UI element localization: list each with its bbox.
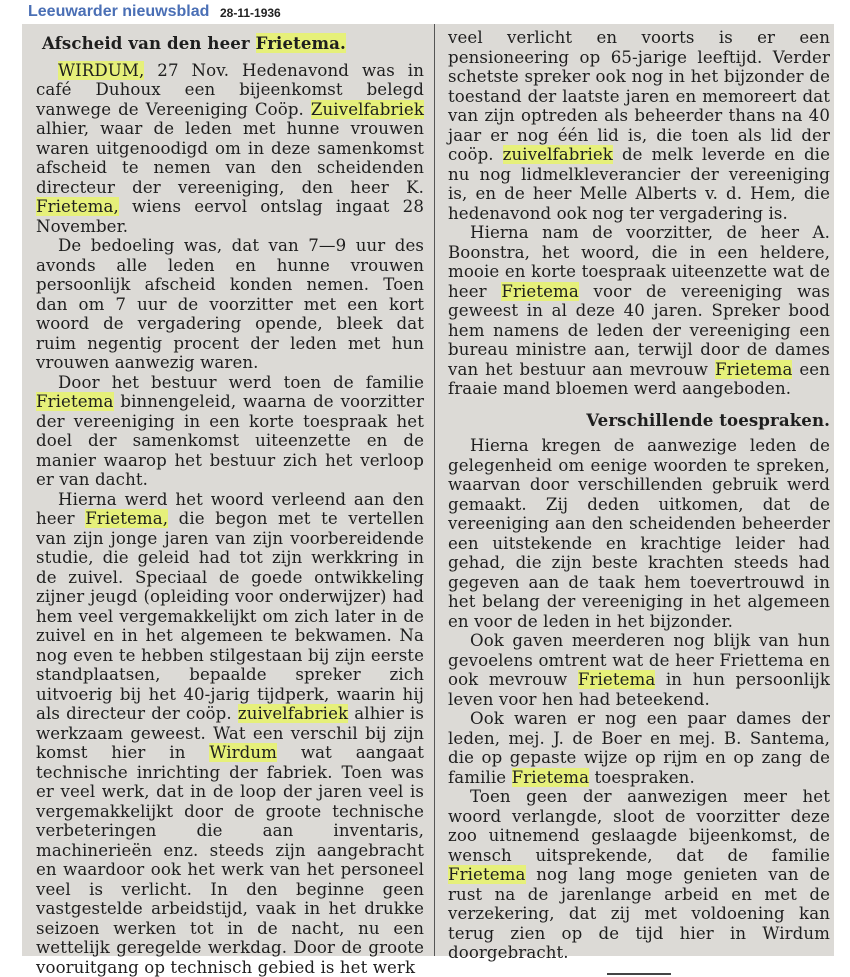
highlighted-term: Frietema <box>512 768 590 787</box>
paragraph-text: een fraaie mand bloemen werd aangeboden. <box>448 360 830 399</box>
highlighted-term: zuivelfabriek <box>238 704 348 723</box>
article-paragraph <box>36 236 424 373</box>
article-paragraph <box>448 631 830 709</box>
paragraph-text: Ook waren er nog een paar dames der leden, mej. J. de Boer en mej. B. Santema, die op gepaste wijze op rijm en op zang de familie <box>448 709 830 787</box>
paragraph-text: Ook gaven meerderen nog blijk van hun gevoelens omtrent wat de heer Friettema en ook mevrouw <box>448 631 830 689</box>
article-paragraph <box>36 490 424 977</box>
article-paragraph <box>448 223 830 399</box>
paragraph-text: de melk leverde en die nu nog lidmelkleverancier der vereeniging is, en de heer Melle Alberts v. d. Hem, die hedenavond ook nog ter vergadering is. <box>448 145 830 223</box>
article-paragraph <box>448 28 830 223</box>
highlighted-term: Frietema, <box>36 197 119 216</box>
paragraph-text: Toen geen der aanwezigen meer het woord verlangde, sloot de voorzitter deze zoo uitnemend geslaagde bijeenkomst, de wensch uitsprekende, dat de familie <box>448 787 830 865</box>
highlighted-term: Frietema <box>36 392 114 411</box>
paragraph-text: voor de vereeniging was geweest in al deze 40 jaren. Spreker bood hem namens de leden der vereeniging een bureau ministre aan, terwijl door de dames van het bestuur aan mevrouw <box>448 282 830 379</box>
article-paragraph <box>448 787 830 963</box>
highlighted-term: Frietema <box>715 360 793 379</box>
section-subheading: Verschillende toespraken. <box>448 411 830 431</box>
highlighted-term: Frietema <box>501 282 579 301</box>
paragraph-text: wiens eervol ontslag ingaat 28 November. <box>36 197 424 236</box>
article-paragraph <box>36 61 424 237</box>
highlighted-term: Wirdum <box>209 743 277 762</box>
highlighted-term: Frietema <box>578 670 656 689</box>
highlighted-term: Frietema, <box>85 509 168 528</box>
paragraph-text: wat aangaat technische inrichting der fabriek. Toen was er veel werk, dat in de loop der jaren veel is vergemakkelijkt door de groote technische verbeteringen die aan inventaris, machinerieën enz. steeds zijn aangebracht en waardoor ook het werk van het personeel veel is verlicht. In den beginne geen vastgestelde arbeidstijd, vaak in het drukke seizoen werken tot in de nacht, nu een wettelijk geregelde werkdag. Door de groote vooruitgang op technisch gebied is het werk <box>36 743 424 977</box>
highlighted-term: WIRDUM, <box>58 61 144 80</box>
article-paragraph <box>448 436 830 631</box>
title-highlight: Frietema. <box>256 33 346 53</box>
article-paragraph <box>448 709 830 787</box>
column-body-left <box>36 61 424 977</box>
article-column-right <box>440 24 834 956</box>
article-title <box>42 34 424 54</box>
paragraph-text: alhier, waar de leden met hunne vrouwen waren uitgenoodigd om in deze samenkomst afscheid te nemen van den scheidenden directeur der vereeniging, den heer K. <box>36 119 424 197</box>
article-column-left <box>22 24 432 956</box>
paragraph-text: die begon met te vertellen van zijn jonge jaren van zijn voorbereidende studie, die geleid had tot zijn werkkring in de zuivel. Speciaal de goede ontwikkeling zijner jeugd (opleiding voor onderwijzer) had hem veel vergemakkelijkt om zich later in de zuivel en in het algemeen te bekwamen. Na nog even te hebben stilgestaan bij zijn eerste standplaatsen, bepaalde spreker zich uitvoerig bij het 40-jarig tijdperk, waarin hij als directeur der coöp. <box>36 509 424 723</box>
highlighted-term: Frietema <box>448 865 526 884</box>
paragraph-text: Door het bestuur werd toen de familie <box>58 373 424 392</box>
paragraph-text: 27 Nov. Hedenavond was in café Duhoux een bijeenkomst belegd vanwege de Vereeniging Coöp. <box>36 61 424 119</box>
highlighted-term: zuivelfabriek <box>503 145 613 164</box>
paragraph-text: in hun persoonlijk leven voor hen had beteekend. <box>448 670 830 709</box>
paragraph-text: alhier is werkzaam geweest. Wat een verschil bij zijn komst hier in <box>36 704 424 762</box>
paragraph-text: De bedoeling was, dat van 7—9 uur des avonds alle leden en hunne vrouwen persoonlijk afscheid konden nemen. Toen dan om 7 uur de voorzitter met een kort woord de vergadering opende, bleek dat ruim negentig procent der leden met hun vrouwen aanwezig waren. <box>36 236 424 372</box>
column-body-right <box>448 28 830 963</box>
paragraph-text: Hierna nam de voorzitter, de heer A. Boonstra, het woord, die in een heldere, mooie en korte toespraak uiteenzette wat de heer <box>448 223 830 301</box>
newspaper-name[interactable]: Leeuwarder nieuwsblad <box>28 3 209 21</box>
paragraph-text: veel verlicht en voorts is er een pensioneering op 65-jarige leeftijd. Verder schetste spreker ook nog in het bijzonder de toestand der laatste jaren en memoreert dat van zijn optreden als beheerder thans na 40 jaar er nog één lid is, die toen als lid der coöp. <box>448 28 830 164</box>
paragraph-text: nog lang moge genieten van de rust na de jarenlange arbeid en met de verzekering, dat zij met voldoening kan terug zien op de tijd hier in Wirdum doorgebracht. <box>448 865 830 962</box>
article-end-rule <box>607 973 671 975</box>
highlighted-term: Zuivelfabriek <box>311 100 424 119</box>
article-paragraph <box>36 373 424 490</box>
paragraph-text: binnengeleid, waarna de voorzitter der vereeniging in een korte toespraak het doel der samenkomst uiteenzette en de manier waarop het bestuur zich het verloop er van dacht. <box>36 392 424 489</box>
publication-date: 28-11-1936 <box>220 6 281 20</box>
paragraph-text: toespraken. <box>589 768 695 787</box>
title-text: Afscheid van den heer <box>42 33 256 53</box>
column-divider <box>434 24 435 956</box>
newspaper-clipping <box>22 24 834 956</box>
paragraph-text: Hierna werd het woord verleend aan den heer <box>36 490 424 529</box>
paragraph-text: Hierna kregen de aanwezige leden de gelegenheid om eenige woorden te spreken, waarvan door verschillenden gebruik werd gemaakt. Zij deden uitkomen, dat de vereeniging aan den scheidenden beheerder een uitstekende en krachtige leider had gehad, die zijn beste krachten steeds had gegeven aan de taak hem toevertrouwd in het belang der vereeniging in het algemeen en voor de leden in het bijzonder. <box>448 436 830 631</box>
page-header <box>0 0 850 24</box>
